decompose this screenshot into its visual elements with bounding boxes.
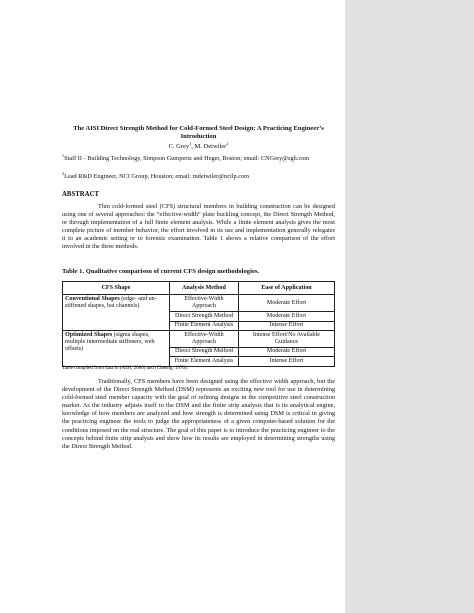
ease-cell: Moderate Effort (238, 312, 334, 321)
column-header: CFS Shape (63, 282, 170, 295)
shape-cell (63, 295, 170, 331)
method-cell: Finite Element Analysis (170, 357, 239, 366)
author-name: C. Grey (168, 143, 190, 150)
comparison-table (62, 281, 335, 367)
shape-cell (63, 331, 170, 367)
paper-title: The AISI Direct Strength Method for Cold-Formed Steel Design: A Practicing Engineer’s Introduction (73, 125, 324, 141)
author-superscript: 2 (226, 140, 229, 146)
table-row (63, 331, 335, 348)
method-cell: Direct Strength Method (170, 312, 239, 321)
author-separator: , (191, 143, 195, 150)
affiliation (62, 152, 335, 163)
table-caption: Table 1. Qualitative comparison of current CFS design methodologies. (62, 268, 260, 275)
column-header: Ease of Application (238, 282, 334, 295)
affiliation-superscript: 2 (62, 170, 65, 176)
ease-cell: Intense Effort (238, 321, 334, 330)
method-cell: Effective-Width Approach (170, 331, 239, 348)
abstract-heading: ABSTRACT (62, 191, 100, 198)
shape-name: Optimized Shapes (65, 331, 113, 338)
affiliation-text: Lead R&D Engineer, NCI Group, Houston; email: mdetwiler@ncilp.com (64, 173, 250, 180)
table-header-row (63, 282, 335, 295)
comment-margin-panel (345, 0, 474, 613)
author-name: M. Detwiler (194, 143, 227, 150)
method-cell: Direct Strength Method (170, 347, 239, 356)
body-paragraph: Traditionally, CFS members have been designed using the effective width approach, but the development of the Direct Strength Method (DSM) represents an exciting new tool for use in determining cold-formed steel member capacity with the goal of refining designs in the competitive steel construction market. As the industry adjusts itself to the DSM and the finite strip analysis that is its analytical engine, knowledge of how members are analyzed and how strength is determined using DSM is critical in giving the practicing engineer the tools to judge the appropriateness of a given computer-based solution for the conditions imposed on the real structure. The goal of this paper is to introduce the practicing engineer to the concepts behind finite strip analysis and show how its results are employed in determining strengths using the Direct Strength Method. (62, 378, 335, 450)
method-cell: Finite Element Analysis (170, 321, 239, 330)
shape-name: Conventional Shapes (65, 295, 120, 302)
method-cell: Effective-Width Approach (170, 295, 239, 312)
ease-cell: Moderate Effort (238, 295, 334, 312)
affiliation (62, 170, 335, 181)
table-row (63, 295, 335, 312)
table-source-note: Table compiled from data in (AISI, 2006) and (Cheung, 1976). (62, 366, 188, 371)
affiliation-text: Staff II - Building Technology, Simpson Gumpertz and Heger, Boston; email: CNGrey@sgh.com (64, 155, 310, 162)
affiliation-superscript: 1 (62, 152, 65, 158)
paper-page (62, 0, 335, 613)
ease-cell: Moderate Effort (238, 347, 334, 356)
ease-cell: Intense Effort/No Available Guidance (238, 331, 334, 348)
author-superscript: 1 (189, 140, 192, 146)
shape-description: (edge- and un-stiffened shapes, hat channels) (65, 295, 157, 310)
ease-cell: Intense Effort (238, 357, 334, 366)
shape-description: (sigma shapes, multiple intermediate stiffeners, web offsets) (65, 331, 155, 353)
abstract-paragraph: Thin cold-formed steel (CFS) structural members in building construction can be designed using one of several approaches: the “effective-width” plate buckling concept, the Direct Strength Method, or through implementation of a full finite element analysis. While a finite element analysis gives the most complete picture of member behavior, the effort involved in its use and implementation generally relegates it to an academic setting or to forensic examination. Table 1 shows a relative comparison of the effort involved in the three methods. (62, 203, 335, 251)
column-header: Analysis Method (170, 282, 239, 295)
author-line (62, 140, 335, 151)
